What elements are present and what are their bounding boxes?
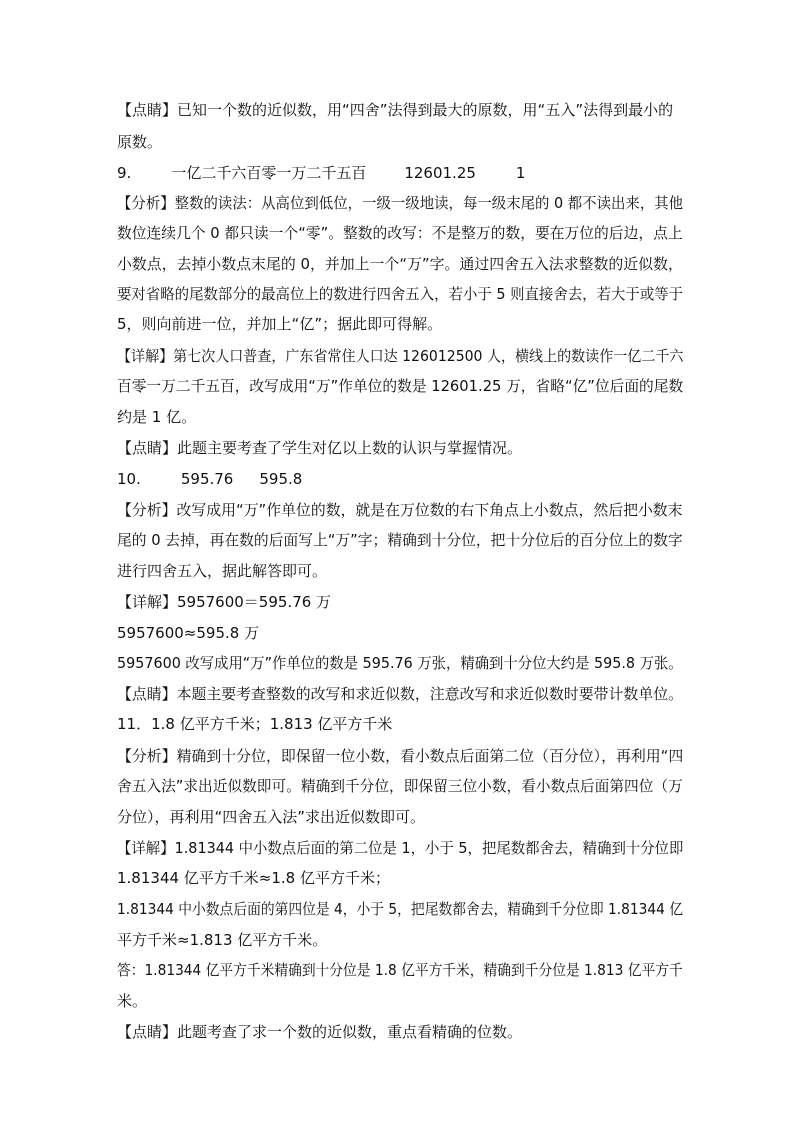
- q11-analysis-line-2: 舍五入法”求出近似数即可。精确到千分位，即保留三位小数，看小数点后面第四位（万: [117, 777, 683, 795]
- q9-detail-line-3: 约是 1 亿。: [117, 408, 197, 426]
- q9-answer-line: [117, 163, 525, 183]
- q11-analysis-line-3: 分位），再利用“四舍五入法”求出近似数即可。: [117, 808, 426, 826]
- q10-answer-a: 595.76: [180, 470, 234, 488]
- q10-answer-b: 595.8: [259, 470, 303, 488]
- q10-detail-line-2: 5957600≈595.8 万: [117, 624, 260, 642]
- q9-tip: 【点睛】此题主要考查了学生对亿以上数的认识与掌握情况。: [117, 439, 523, 457]
- q9-analysis-line-3: 小数点，去掉小数点末尾的 0，并加上一个“万”字。通过四舍五入法求整数的近似数，: [117, 255, 683, 273]
- q9-answer-yi: 1: [515, 164, 526, 182]
- q9-analysis-line-5: 5，则向前进一位，并加上“亿”；据此即可得解。: [117, 315, 443, 333]
- q10-analysis-line-2: 尾的 0 去掉，再在数的后面写上“万”字；精确到十分位，把十分位后的百分位上的数字: [117, 531, 683, 549]
- q9-detail-line-2: 百零一万二千五百，改写成用“万”作单位的数是 12601.25 万，省略“亿”位后面的尾数: [117, 377, 684, 395]
- q11-detail-line-4: 平方千米≈1.813 亿平方千米。: [117, 931, 328, 949]
- q9-analysis-line-2: 数位连续几个 0 都只读一个“零”。整数的改写：不是整万的数，要在万位的后边，点上: [117, 224, 683, 242]
- q10-detail-line-1: 【详解】5957600＝595.76 万: [117, 593, 332, 611]
- q10-analysis-line-3: 进行四舍五入，据此解答即可。: [117, 562, 328, 580]
- q11-detail-line-1: 【详解】1.81344 中小数点后面的第二位是 1，小于 5，把尾数都舍去，精确到十分位即: [117, 839, 684, 857]
- q11-answer-line-1: 答：1.81344 亿平方千米精确到十分位是 1.8 亿平方千米，精确到千分位是 1.813 亿平方千: [117, 961, 683, 979]
- q9-detail-line-1: 【详解】第七次人口普查，广东省常住人口达 126012500 人，横线上的数读作一亿二千六: [117, 347, 684, 365]
- q9-number: 9.: [117, 164, 132, 182]
- q8-tip-line-2: 原数。: [117, 133, 163, 151]
- q10-number: 10.: [117, 470, 141, 488]
- q9-analysis-line-4: 要对省略的尾数部分的最高位上的数进行四舍五入，若小于 5 则直接舍去，若大于或等于: [117, 285, 684, 303]
- q11-tip: 【点睛】此题考查了求一个数的近似数，重点看精确的位数。: [117, 1023, 523, 1041]
- q10-tip: 【点睛】本题主要考查整数的改写和求近似数，注意改写和求近似数时要带计数单位。: [117, 685, 684, 703]
- q11-detail-line-3: 1.81344 中小数点后面的第四位是 4，小于 5，把尾数都舍去，精确到千分位即 1.81344 亿: [117, 900, 683, 918]
- q9-answer-wan: 12601.25: [404, 164, 476, 182]
- q11-answer-line-2: 米。: [117, 992, 148, 1010]
- q9-analysis-line-1: 【分析】整数的读法：从高位到低位，一级一级地读，每一级末尾的 0 都不读出来，其他: [117, 194, 684, 212]
- q8-tip-line-1: 【点睛】已知一个数的近似数，用“四舍”法得到最大的原数，用“五入”法得到最小的: [117, 101, 674, 119]
- q11-header: 11．1.8 亿平方千米；1.813 亿平方千米: [117, 715, 393, 733]
- q11-detail-line-2: 1.81344 亿平方千米≈1.8 亿平方千米；: [117, 869, 390, 887]
- q10-analysis-line-1: 【分析】改写成用“万”作单位的数，就是在万位数的右下角点上小数点，然后把小数末: [117, 501, 683, 519]
- q10-detail-line-3: 5957600 改写成用“万”作单位的数是 595.76 万张，精确到十分位大约是 595.8 万张。: [117, 654, 683, 672]
- q11-analysis-line-1: 【分析】精确到十分位，即保留一位小数，看小数点后面第二位（百分位），再利用“四: [117, 747, 684, 765]
- q9-answer-reading: 一亿二千六百零一万二千五百: [171, 164, 367, 182]
- q10-answer-line: [117, 469, 302, 489]
